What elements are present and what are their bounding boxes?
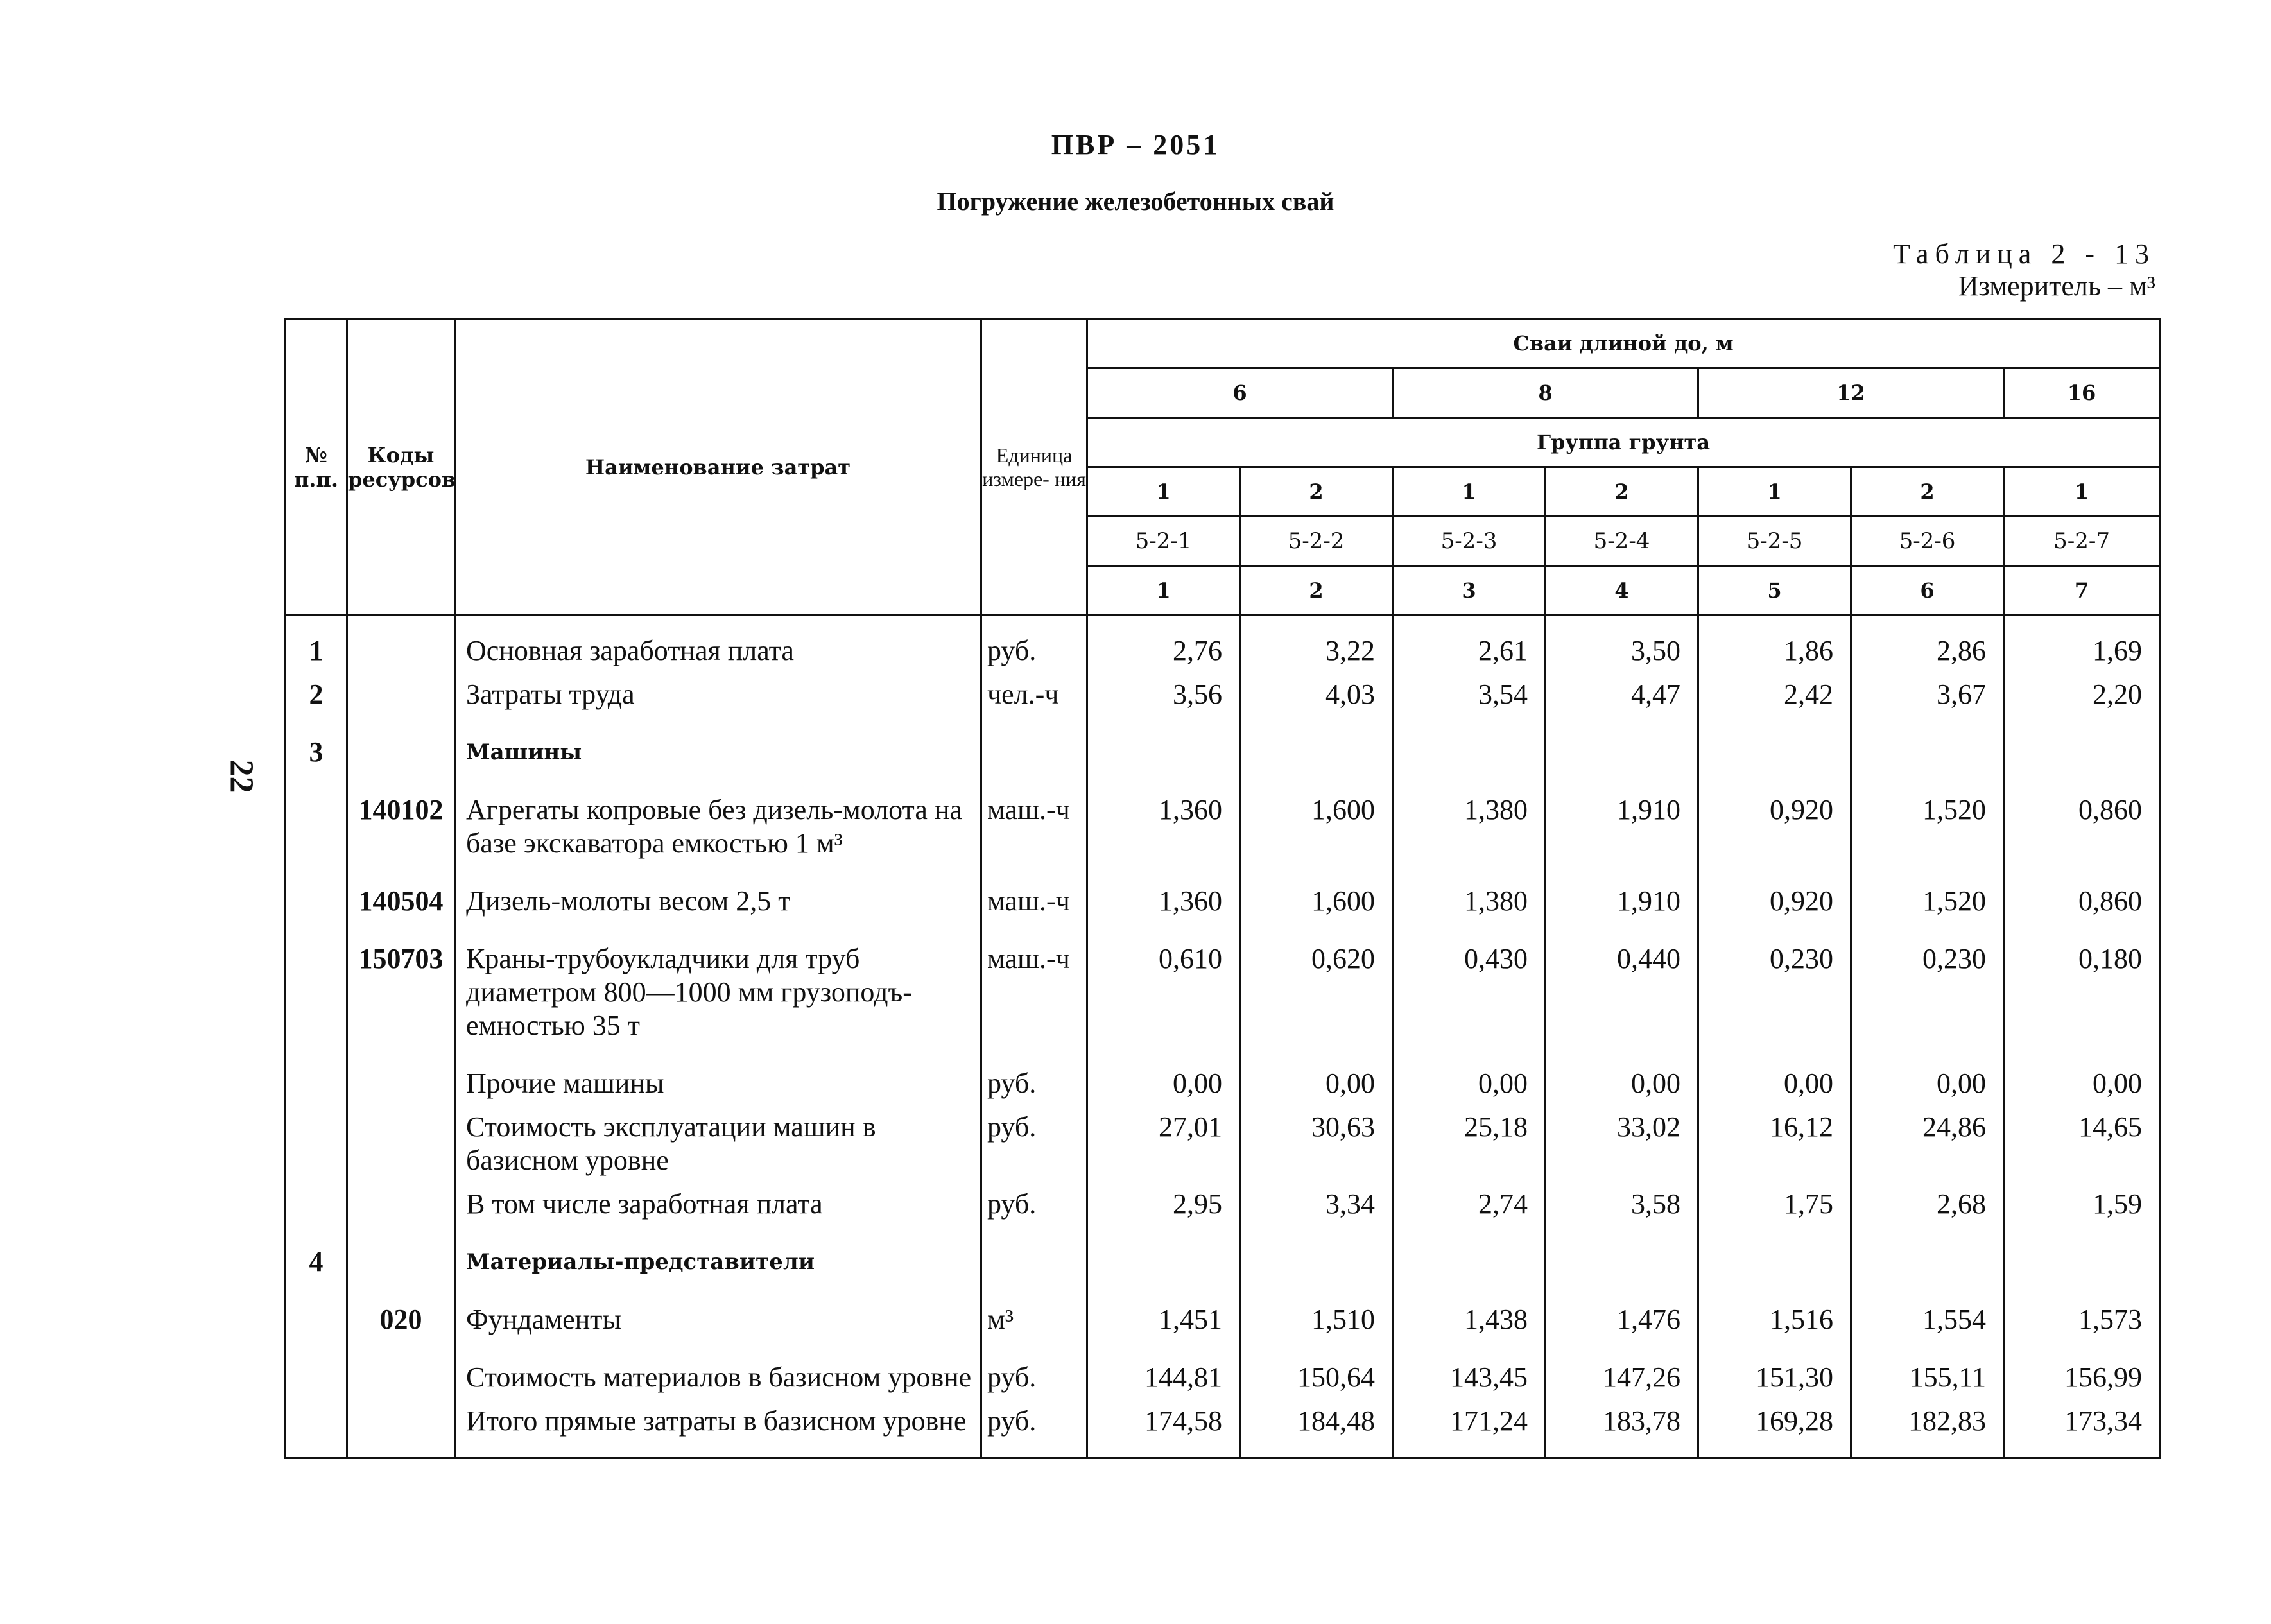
value-cell: 0,620 — [1240, 923, 1393, 1048]
cost-name: В том числе заработная плата — [455, 1182, 981, 1226]
value-cell: 14,65 — [2004, 1105, 2160, 1182]
value-cell: 3,54 — [1393, 673, 1546, 716]
table-row — [286, 1105, 2160, 1182]
value-cell: 0,430 — [1393, 923, 1546, 1048]
cost-name: Агрегаты копровые без дизель-молота на базе экскаватора емкостью 1 м³ — [455, 774, 981, 865]
row-number: 4 — [286, 1226, 347, 1284]
unit: руб. — [981, 1048, 1087, 1105]
unit: маш.-ч — [981, 865, 1087, 923]
code-header: 5-2-1 — [1087, 517, 1240, 566]
unit — [981, 1226, 1087, 1284]
row-number — [286, 774, 347, 865]
value-cell: 3,50 — [1546, 616, 1698, 673]
value-cell: 1,510 — [1240, 1284, 1393, 1342]
value-cell: 1,476 — [1546, 1284, 1698, 1342]
table-row — [286, 865, 2160, 923]
value-cell: 0,00 — [1240, 1048, 1393, 1105]
table-number: Таблица 2 - 13 — [1893, 238, 2155, 270]
resource-code — [347, 1226, 455, 1284]
length-header: 8 — [1393, 368, 1698, 418]
unit — [981, 716, 1087, 774]
value-cell — [1851, 1226, 2004, 1284]
row-number: 2 — [286, 673, 347, 716]
value-cell: 1,554 — [1851, 1284, 2004, 1342]
value-cell: 173,34 — [2004, 1399, 2160, 1458]
value-cell — [1698, 716, 1851, 774]
code-header: 5-2-4 — [1546, 517, 1698, 566]
value-cell: 0,180 — [2004, 923, 2160, 1048]
col-number: 1 — [1087, 566, 1240, 616]
cost-name: Стоимость материалов в базисном уровне — [455, 1342, 981, 1399]
value-cell: 169,28 — [1698, 1399, 1851, 1458]
row-number — [286, 1342, 347, 1399]
value-cell: 1,69 — [2004, 616, 2160, 673]
code-header: 5-2-6 — [1851, 517, 2004, 566]
value-cell: 174,58 — [1087, 1399, 1240, 1458]
table-body — [286, 616, 2160, 1458]
code-header: 5-2-2 — [1240, 517, 1393, 566]
value-cell — [2004, 716, 2160, 774]
value-cell: 0,230 — [1698, 923, 1851, 1048]
value-cell: 0,00 — [1546, 1048, 1698, 1105]
value-cell: 1,360 — [1087, 774, 1240, 865]
col-header-codes: Коды ресурсов — [347, 319, 455, 616]
value-cell: 1,520 — [1851, 774, 2004, 865]
value-cell: 1,380 — [1393, 774, 1546, 865]
length-header: 16 — [2004, 368, 2160, 418]
value-cell: 1,86 — [1698, 616, 1851, 673]
resource-code — [347, 1182, 455, 1226]
value-cell: 2,20 — [2004, 673, 2160, 716]
value-cell — [1546, 716, 1698, 774]
unit: маш.-ч — [981, 774, 1087, 865]
value-cell: 1,451 — [1087, 1284, 1240, 1342]
document-title: Погружение железобетонных свай — [937, 187, 1334, 216]
header-row-lengths-title — [286, 319, 2160, 368]
cost-name: Фундаменты — [455, 1284, 981, 1342]
value-cell: 33,02 — [1546, 1105, 1698, 1182]
table-row — [286, 1226, 2160, 1284]
value-cell — [1240, 1226, 1393, 1284]
table-row — [286, 1399, 2160, 1458]
code-header: 5-2-7 — [2004, 517, 2160, 566]
value-cell — [2004, 1226, 2160, 1284]
table-row — [286, 1342, 2160, 1399]
value-cell: 0,610 — [1087, 923, 1240, 1048]
row-number — [286, 865, 347, 923]
value-cell: 147,26 — [1546, 1342, 1698, 1399]
value-cell: 2,86 — [1851, 616, 2004, 673]
table-row — [286, 616, 2160, 673]
col-number: 3 — [1393, 566, 1546, 616]
value-cell: 182,83 — [1851, 1399, 2004, 1458]
value-cell: 27,01 — [1087, 1105, 1240, 1182]
col-number: 7 — [2004, 566, 2160, 616]
value-cell: 0,00 — [1087, 1048, 1240, 1105]
row-number — [286, 1284, 347, 1342]
value-cell: 1,520 — [1851, 865, 2004, 923]
value-cell — [1698, 1226, 1851, 1284]
col-header-unit: Единица измере- ния — [981, 319, 1087, 616]
code-header: 5-2-3 — [1393, 517, 1546, 566]
table-row — [286, 923, 2160, 1048]
resource-code: 140504 — [347, 865, 455, 923]
value-cell: 30,63 — [1240, 1105, 1393, 1182]
value-cell: 156,99 — [2004, 1342, 2160, 1399]
value-cell: 3,58 — [1546, 1182, 1698, 1226]
value-cell: 151,30 — [1698, 1342, 1851, 1399]
value-cell: 1,600 — [1240, 774, 1393, 865]
value-cell: 3,34 — [1240, 1182, 1393, 1226]
table-row — [286, 774, 2160, 865]
value-cell: 0,920 — [1698, 774, 1851, 865]
col-number: 4 — [1546, 566, 1698, 616]
value-cell — [1087, 716, 1240, 774]
cost-name: Прочие машины — [455, 1048, 981, 1105]
row-number — [286, 1182, 347, 1226]
value-cell: 2,42 — [1698, 673, 1851, 716]
row-number: 1 — [286, 616, 347, 673]
resource-code — [347, 616, 455, 673]
resource-code — [347, 1399, 455, 1458]
unit: руб. — [981, 1342, 1087, 1399]
cost-name: Машины — [455, 716, 981, 774]
col-number: 5 — [1698, 566, 1851, 616]
unit: маш.-ч — [981, 923, 1087, 1048]
document-code: ПВР – 2051 — [1051, 129, 1220, 160]
value-cell: 25,18 — [1393, 1105, 1546, 1182]
unit: руб. — [981, 1399, 1087, 1458]
table-row — [286, 716, 2160, 774]
value-cell: 1,910 — [1546, 865, 1698, 923]
resource-code — [347, 1105, 455, 1182]
value-cell: 171,24 — [1393, 1399, 1546, 1458]
value-cell: 1,75 — [1698, 1182, 1851, 1226]
cost-name: Основная заработная плата — [455, 616, 981, 673]
table-row — [286, 673, 2160, 716]
group-header: 2 — [1240, 467, 1393, 517]
value-cell: 0,440 — [1546, 923, 1698, 1048]
value-cell: 4,03 — [1240, 673, 1393, 716]
cost-name: Затраты труда — [455, 673, 981, 716]
value-cell: 1,516 — [1698, 1284, 1851, 1342]
cost-name: Стоимость эксплуатации машин в базисном уровне — [455, 1105, 981, 1182]
resource-code — [347, 1048, 455, 1105]
resource-code — [347, 1342, 455, 1399]
value-cell: 0,00 — [1851, 1048, 2004, 1105]
group-header: 1 — [1698, 467, 1851, 517]
resource-code: 020 — [347, 1284, 455, 1342]
col-header-soil-group: Группа грунта — [1087, 418, 2160, 467]
col-number: 6 — [1851, 566, 2004, 616]
value-cell: 0,00 — [1393, 1048, 1546, 1105]
value-cell: 2,76 — [1087, 616, 1240, 673]
value-cell — [1393, 1226, 1546, 1284]
unit: руб. — [981, 1105, 1087, 1182]
value-cell: 2,95 — [1087, 1182, 1240, 1226]
value-cell: 3,56 — [1087, 673, 1240, 716]
value-cell: 144,81 — [1087, 1342, 1240, 1399]
value-cell: 0,230 — [1851, 923, 2004, 1048]
value-cell — [1240, 716, 1393, 774]
value-cell: 4,47 — [1546, 673, 1698, 716]
value-cell: 0,00 — [2004, 1048, 2160, 1105]
resource-code: 140102 — [347, 774, 455, 865]
cost-name: Дизель-молоты весом 2,5 т — [455, 865, 981, 923]
col-header-piles-length: Сваи длиной до, м — [1087, 319, 2160, 368]
value-cell: 1,59 — [2004, 1182, 2160, 1226]
code-header: 5-2-5 — [1698, 517, 1851, 566]
value-cell: 183,78 — [1546, 1399, 1698, 1458]
cost-name: Материалы-представители — [455, 1226, 981, 1284]
value-cell: 1,910 — [1546, 774, 1698, 865]
value-cell: 1,573 — [2004, 1284, 2160, 1342]
unit: руб. — [981, 1182, 1087, 1226]
value-cell: 155,11 — [1851, 1342, 2004, 1399]
measure-unit: Измеритель – м³ — [1958, 270, 2155, 302]
table-row — [286, 1182, 2160, 1226]
value-cell: 0,920 — [1698, 865, 1851, 923]
value-cell: 143,45 — [1393, 1342, 1546, 1399]
row-number — [286, 1105, 347, 1182]
page-number: 22 — [223, 759, 260, 793]
value-cell: 1,380 — [1393, 865, 1546, 923]
cost-name: Итого прямые затраты в базисном уровне — [455, 1399, 981, 1458]
value-cell: 1,438 — [1393, 1284, 1546, 1342]
value-cell: 0,860 — [2004, 865, 2160, 923]
col-number: 2 — [1240, 566, 1393, 616]
value-cell: 3,67 — [1851, 673, 2004, 716]
value-cell — [1393, 716, 1546, 774]
group-header: 2 — [1546, 467, 1698, 517]
value-cell: 2,68 — [1851, 1182, 2004, 1226]
value-cell: 184,48 — [1240, 1399, 1393, 1458]
row-number — [286, 1399, 347, 1458]
value-cell: 0,00 — [1698, 1048, 1851, 1105]
group-header: 1 — [1087, 467, 1240, 517]
value-cell — [1546, 1226, 1698, 1284]
value-cell: 150,64 — [1240, 1342, 1393, 1399]
table-row — [286, 1284, 2160, 1342]
resource-code — [347, 673, 455, 716]
group-header: 1 — [2004, 467, 2160, 517]
length-header: 6 — [1087, 368, 1393, 418]
value-cell — [1087, 1226, 1240, 1284]
resource-code: 150703 — [347, 923, 455, 1048]
table-row — [286, 1048, 2160, 1105]
row-number — [286, 923, 347, 1048]
value-cell — [1851, 716, 2004, 774]
unit: чел.-ч — [981, 673, 1087, 716]
length-header: 12 — [1698, 368, 2004, 418]
value-cell: 1,360 — [1087, 865, 1240, 923]
col-header-num: № п.п. — [286, 319, 347, 616]
value-cell: 16,12 — [1698, 1105, 1851, 1182]
value-cell: 2,74 — [1393, 1182, 1546, 1226]
row-number: 3 — [286, 716, 347, 774]
group-header: 1 — [1393, 467, 1546, 517]
value-cell: 3,22 — [1240, 616, 1393, 673]
col-header-name: Наименование затрат — [455, 319, 981, 616]
unit: м³ — [981, 1284, 1087, 1342]
group-header: 2 — [1851, 467, 2004, 517]
cost-table — [284, 318, 2161, 1459]
row-number — [286, 1048, 347, 1105]
value-cell: 0,860 — [2004, 774, 2160, 865]
value-cell: 1,600 — [1240, 865, 1393, 923]
unit: руб. — [981, 616, 1087, 673]
value-cell: 2,61 — [1393, 616, 1546, 673]
resource-code — [347, 716, 455, 774]
value-cell: 24,86 — [1851, 1105, 2004, 1182]
cost-name: Краны-трубоукладчики для труб диаметром 800—1000 мм грузоподъ-емностью 35 т — [455, 923, 981, 1048]
